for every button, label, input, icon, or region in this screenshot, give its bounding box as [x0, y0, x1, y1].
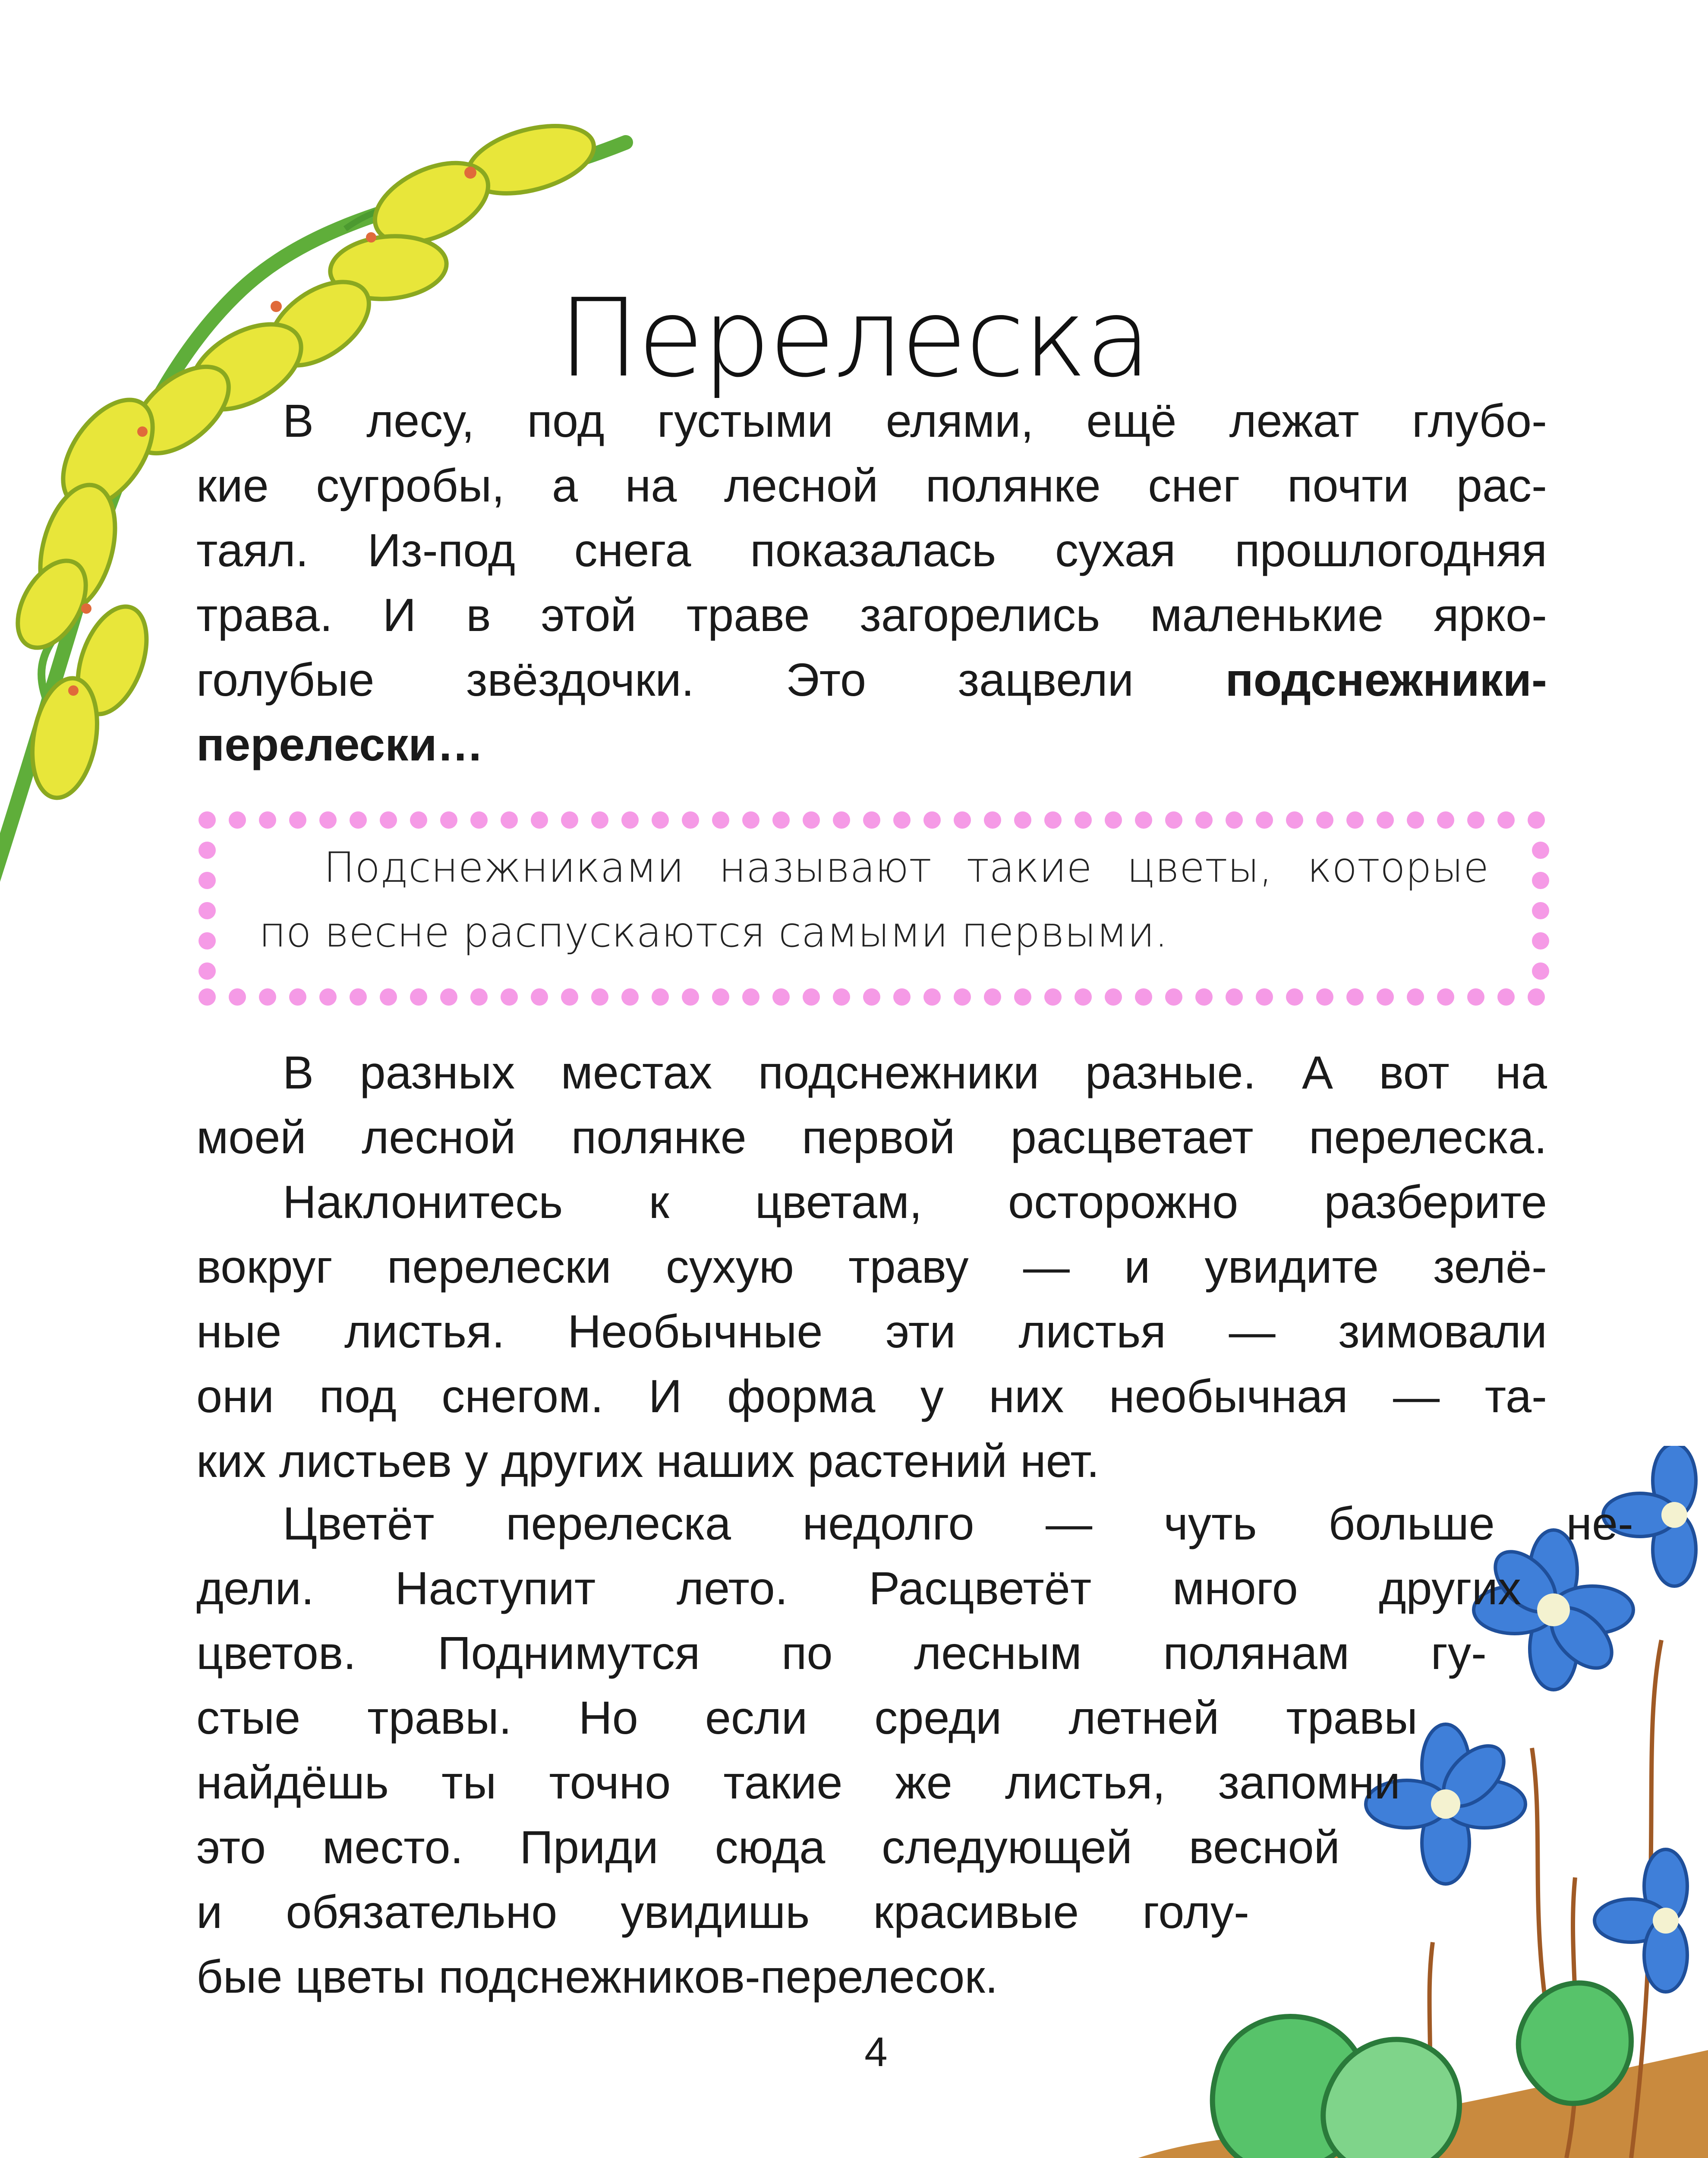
- frame-dot: [1165, 811, 1182, 829]
- text-line: В разных местах подснежники разные. А вот на: [283, 1046, 1547, 1098]
- frame-dot: [1075, 811, 1092, 829]
- frame-dot: [682, 811, 699, 829]
- frame-dot: [1135, 988, 1152, 1006]
- text-line: они под снегом. И форма у них необычная — та-: [196, 1370, 1547, 1422]
- frame-dot: [984, 811, 1001, 829]
- frame-dot: [1437, 988, 1454, 1006]
- frame-dot: [893, 811, 911, 829]
- frame-dot: [1532, 962, 1549, 980]
- frame-dot: [1226, 988, 1243, 1006]
- last-paragraph: [196, 1491, 1633, 2009]
- note-box-text: [259, 835, 1489, 965]
- frame-dot: [199, 872, 216, 889]
- frame-dot: [1256, 988, 1273, 1006]
- frame-dot: [1195, 811, 1213, 829]
- text-line: ких листьев у других наших растений нет.: [196, 1435, 1100, 1487]
- frame-dot: [410, 811, 427, 829]
- frame-dot: [199, 811, 216, 829]
- text-line: цветов. Поднимутся по лесным полянам гу-: [196, 1627, 1487, 1679]
- text-line: таял. Из-под снега показалась сухая прошлогодняя: [196, 524, 1547, 576]
- frame-dot: [742, 811, 759, 829]
- text-fragment: голубые звёздочки. Это зацвели: [196, 653, 1134, 706]
- frame-dot: [803, 811, 820, 829]
- frame-dot: [319, 811, 337, 829]
- text-line: В лесу, под густыми елями, ещё лежат глубо-: [283, 394, 1547, 447]
- frame-dot: [1105, 988, 1122, 1006]
- frame-dot: [350, 811, 367, 829]
- frame-dot: [1165, 988, 1182, 1006]
- text-line: моей лесной полянке первой расцветает перелеска.: [196, 1111, 1547, 1163]
- frame-dot: [289, 811, 306, 829]
- frame-dot: [1346, 988, 1364, 1006]
- frame-dot: [531, 811, 548, 829]
- frame-dot: [289, 988, 306, 1006]
- frame-dot: [470, 811, 488, 829]
- frame-dot: [652, 988, 669, 1006]
- text-line: и обязательно увидишь красивые голу-: [196, 1886, 1249, 1938]
- frame-dot: [1316, 811, 1333, 829]
- frame-dot: [380, 988, 397, 1006]
- frame-dot: [350, 988, 367, 1006]
- text-line: бые цветы подснежников-перелесок.: [196, 1950, 998, 2003]
- frame-dot: [1377, 811, 1394, 829]
- frame-dot: [772, 988, 790, 1006]
- frame-dot: [621, 811, 639, 829]
- frame-dot: [1467, 811, 1484, 829]
- frame-dot: [984, 988, 1001, 1006]
- frame-dot: [440, 988, 457, 1006]
- text-line: дели. Наступит лето. Расцветёт много других: [196, 1562, 1521, 1614]
- frame-dot: [380, 811, 397, 829]
- bold-term: подснежники-: [1225, 653, 1547, 706]
- frame-dot: [1316, 988, 1333, 1006]
- frame-dot: [1226, 811, 1243, 829]
- frame-dot: [863, 811, 880, 829]
- frame-dot: [470, 988, 488, 1006]
- frame-dot: [1528, 988, 1545, 1006]
- frame-dot: [863, 988, 880, 1006]
- frame-dot: [199, 988, 216, 1006]
- frame-dot: [199, 962, 216, 980]
- frame-dot: [1075, 988, 1092, 1006]
- frame-dot: [772, 811, 790, 829]
- frame-dot: [1437, 811, 1454, 829]
- frame-dot: [1286, 988, 1303, 1006]
- text-line: вокруг перелески сухую траву — и увидите зелё-: [196, 1240, 1547, 1293]
- text-line: найдёшь ты точно такие же листья, запомни: [196, 1756, 1400, 1808]
- frame-dot: [682, 988, 699, 1006]
- frame-dot: [501, 811, 518, 829]
- frame-dot: [893, 988, 911, 1006]
- frame-dot: [712, 811, 729, 829]
- frame-dot: [1532, 842, 1549, 859]
- frame-dot: [1532, 932, 1549, 950]
- frame-dot: [1497, 988, 1515, 1006]
- text-line: это место. Приди сюда следующей весной: [196, 1821, 1340, 1873]
- frame-dot: [259, 811, 276, 829]
- frame-dot: [652, 811, 669, 829]
- frame-dot: [259, 988, 276, 1006]
- frame-dot: [833, 811, 850, 829]
- frame-dot: [1407, 988, 1424, 1006]
- frame-dot: [954, 988, 971, 1006]
- frame-dot: [501, 988, 518, 1006]
- frame-dot: [319, 988, 337, 1006]
- frame-dot: [712, 988, 729, 1006]
- bold-term: перелески…: [196, 718, 484, 770]
- frame-dot: [199, 932, 216, 950]
- text-line: ные листья. Необычные эти листья — зимовали: [196, 1305, 1547, 1357]
- frame-dot: [1044, 811, 1062, 829]
- frame-dot: [591, 811, 608, 829]
- text-line: Цветёт перелеска недолго — чуть больше не-: [283, 1497, 1633, 1549]
- page-number: 4: [864, 2029, 888, 2075]
- frame-dot: [954, 811, 971, 829]
- frame-dot: [229, 988, 246, 1006]
- frame-dot: [199, 842, 216, 859]
- text-line: Наклонитесь к цветам, осторожно разберите: [283, 1176, 1547, 1228]
- frame-dot: [1497, 811, 1515, 829]
- frame-dot: [440, 811, 457, 829]
- frame-dot: [561, 811, 578, 829]
- text-line: трава. И в этой траве загорелись маленькие ярко-: [196, 589, 1547, 641]
- frame-dot: [410, 988, 427, 1006]
- frame-dot: [1528, 811, 1545, 829]
- frame-dot: [1532, 872, 1549, 889]
- frame-dot: [923, 988, 941, 1006]
- frame-dot: [923, 811, 941, 829]
- text-line: кие сугробы, а на лесной полянке снег почти рас-: [196, 459, 1547, 511]
- frame-dot: [833, 988, 850, 1006]
- frame-dot: [591, 988, 608, 1006]
- text-line: стые травы. Но если среди летней травы: [196, 1691, 1418, 1744]
- page-title: Перелеска: [558, 275, 1150, 401]
- frame-dot: [1256, 811, 1273, 829]
- main-paragraphs: [196, 1040, 1547, 1493]
- frame-dot: [803, 988, 820, 1006]
- frame-dot: [1532, 902, 1549, 919]
- frame-dot: [1377, 988, 1394, 1006]
- note-line: по весне распускаются самыми первыми.: [259, 908, 1168, 956]
- frame-dot: [561, 988, 578, 1006]
- frame-dot: [531, 988, 548, 1006]
- frame-dot: [1346, 811, 1364, 829]
- frame-dot: [1014, 988, 1031, 1006]
- frame-dot: [742, 988, 759, 1006]
- frame-dot: [1135, 811, 1152, 829]
- note-line: Подснежниками называют такие цветы, которые: [324, 843, 1489, 892]
- frame-dot: [621, 988, 639, 1006]
- frame-dot: [1467, 988, 1484, 1006]
- intro-paragraph: [196, 388, 1547, 777]
- frame-dot: [1407, 811, 1424, 829]
- frame-dot: [1195, 988, 1213, 1006]
- frame-dot: [1105, 811, 1122, 829]
- text-line: [196, 647, 1547, 712]
- frame-dot: [1014, 811, 1031, 829]
- frame-dot: [1044, 988, 1062, 1006]
- frame-dot: [1286, 811, 1303, 829]
- frame-dot: [229, 811, 246, 829]
- frame-dot: [199, 902, 216, 919]
